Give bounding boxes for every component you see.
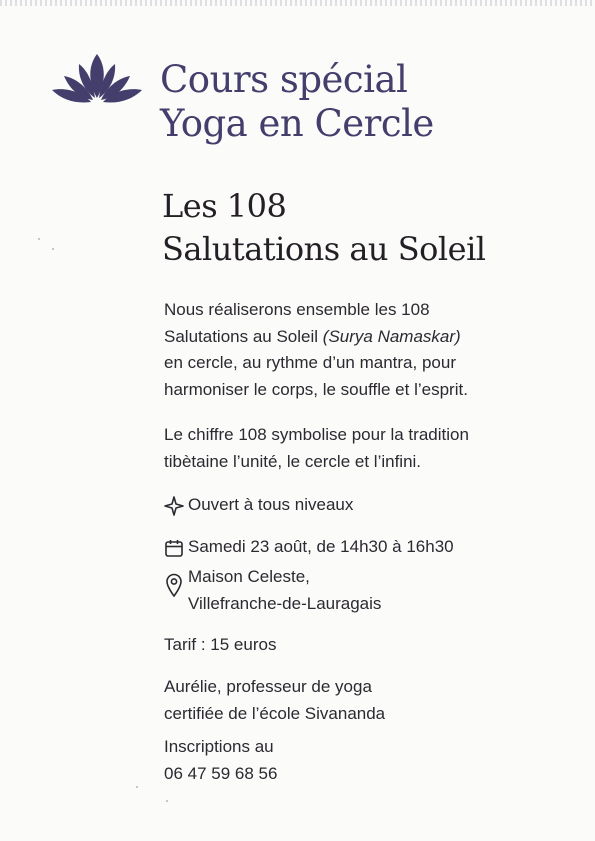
page-edge	[0, 0, 595, 6]
date-text: Samedi 23 août, de 14h30 à 16h30	[188, 537, 454, 556]
intro-line-1: Nous réaliserons ensemble les 108	[164, 300, 430, 319]
place-line-2: Villefranche-de-Lauragais	[188, 593, 382, 613]
intro-line-2-italic: (Surya Namaskar)	[322, 326, 461, 346]
level-row	[164, 492, 353, 519]
symbol-paragraph	[164, 422, 469, 475]
place-text	[188, 564, 381, 617]
contact-line-1: Inscriptions au	[164, 737, 274, 756]
price-text: Tarif : 15 euros	[164, 635, 277, 654]
headline-line-2: Salutations au Soleil	[162, 230, 486, 268]
calendar-icon	[164, 534, 188, 560]
course-title	[160, 58, 434, 146]
lotus-icon	[50, 52, 144, 108]
sparkle-icon	[164, 492, 188, 518]
symbol-line-1: Le chiffre 108 symbolise pour la tradition	[164, 425, 469, 444]
paper-speck	[38, 238, 40, 240]
level-text: Ouvert à tous niveaux	[188, 495, 354, 514]
intro-line-2-start: Salutations au Soleil	[164, 326, 323, 346]
teacher-line-2: certifiée de l’école Sivananda	[164, 703, 386, 723]
headline-line-1: Les 108	[162, 187, 287, 225]
paper-speck	[52, 248, 54, 250]
intro-line-3: en cercle, au rythme d’un mantra, pour	[164, 353, 456, 372]
paper-speck	[136, 786, 138, 788]
place-row	[164, 564, 381, 617]
title-line-2: Yoga en Cercle	[160, 102, 434, 145]
contact-info	[164, 734, 277, 787]
place-line-1: Maison Celeste,	[188, 567, 310, 586]
phone-number: 06 47 59 68 56	[164, 763, 278, 783]
paper-speck	[166, 800, 168, 802]
teacher-line-1: Aurélie, professeur de yoga	[164, 677, 372, 696]
date-row	[164, 534, 454, 561]
title-line-1: Cours spécial	[160, 58, 408, 101]
teacher-info	[164, 674, 385, 727]
intro-line-4: harmoniser le corps, le souffle et l’esprit.	[164, 379, 468, 399]
event-headline	[162, 185, 486, 271]
symbol-line-2: tibètaine l’unité, le cercle et l’infini.	[164, 451, 422, 471]
location-pin-icon	[164, 564, 188, 590]
intro-paragraph	[164, 297, 468, 403]
